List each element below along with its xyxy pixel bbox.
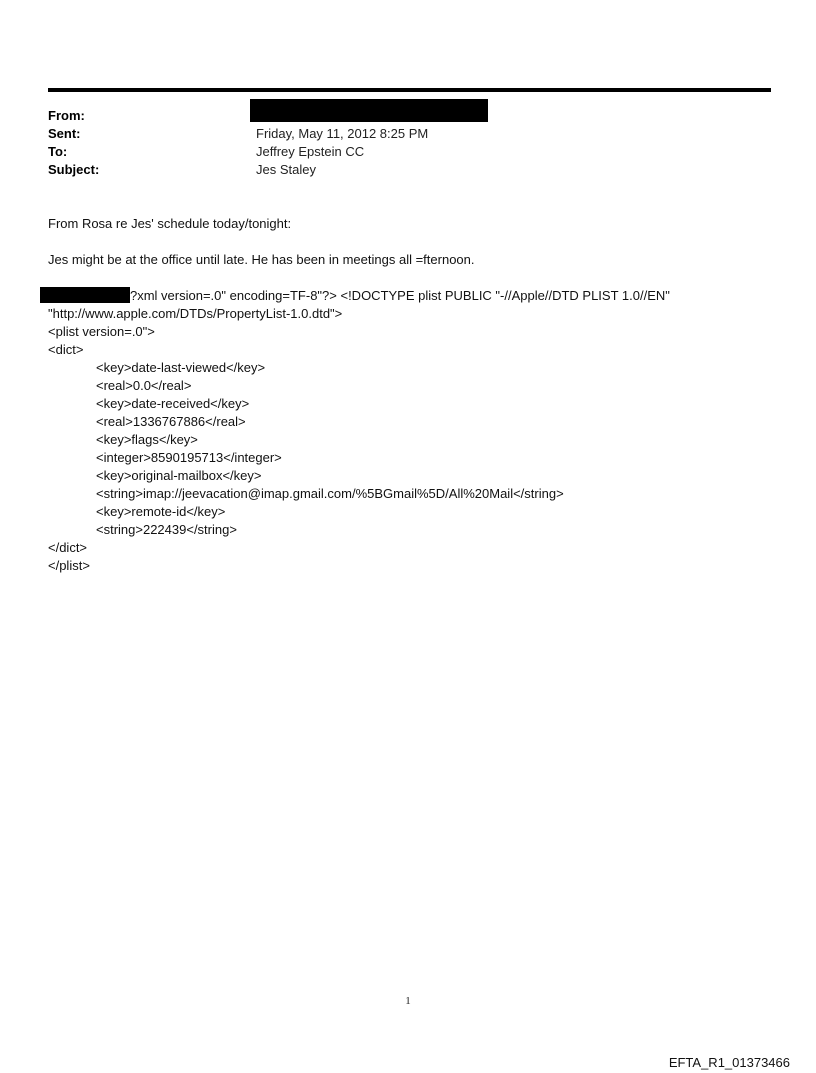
xml-line: <string>222439</string> [96, 522, 237, 537]
xml-line: <key>date-last-viewed</key> [96, 360, 266, 375]
subject-row [48, 161, 748, 179]
to-row [48, 143, 748, 161]
xml-line: <string>imap://jeevacation@imap.gmail.com/%5BGmail%5D/All%20Mail</string> [96, 486, 564, 501]
page-number: 1 [405, 995, 411, 1007]
xml-line: <key>remote-id</key> [96, 504, 226, 519]
xml-line: <key>flags</key> [96, 432, 198, 447]
body-paragraph-1: From Rosa re Jes' schedule today/tonight: [48, 216, 292, 231]
subject-value: Jes Staley [256, 162, 316, 177]
xml-line: <real>0.0</real> [96, 378, 192, 393]
bates-number: EFTA_R1_01373466 [668, 1055, 790, 1070]
from-label: From: [48, 108, 85, 123]
sent-label: Sent: [48, 126, 81, 141]
xml-line: <dict> [48, 342, 84, 357]
xml-line: </plist> [48, 558, 90, 573]
to-value: Jeffrey Epstein CC [256, 144, 365, 159]
body-paragraph-2: Jes might be at the office until late. He has been in meetings all =fternoon. [48, 252, 475, 267]
subject-label: Subject: [48, 162, 100, 177]
header-divider [48, 88, 771, 92]
from-redaction [250, 99, 488, 122]
xml-line-text: ?xml version=.0" encoding=TF-8"?> <!DOCTYPE plist PUBLIC "-//Apple//DTD PLIST 1.0//EN" [130, 288, 670, 303]
xml-plist-block [48, 287, 670, 575]
to-label: To: [48, 144, 68, 159]
xml-line: </dict> [48, 540, 88, 555]
xml-line [48, 287, 670, 305]
sent-value: Friday, May 11, 2012 8:25 PM [256, 126, 429, 141]
xml-line: <integer>8590195713</integer> [96, 450, 282, 465]
xml-redaction [40, 287, 130, 303]
sent-row [48, 125, 748, 143]
from-row [48, 107, 748, 125]
xml-line: "http://www.apple.com/DTDs/PropertyList-1.0.dtd"> [48, 306, 343, 321]
xml-line: <key>original-mailbox</key> [96, 468, 262, 483]
xml-line: <real>1336767886</real> [96, 414, 246, 429]
email-header [48, 107, 748, 179]
xml-line: <plist version=.0"> [48, 324, 155, 339]
xml-line: <key>date-received</key> [96, 396, 250, 411]
